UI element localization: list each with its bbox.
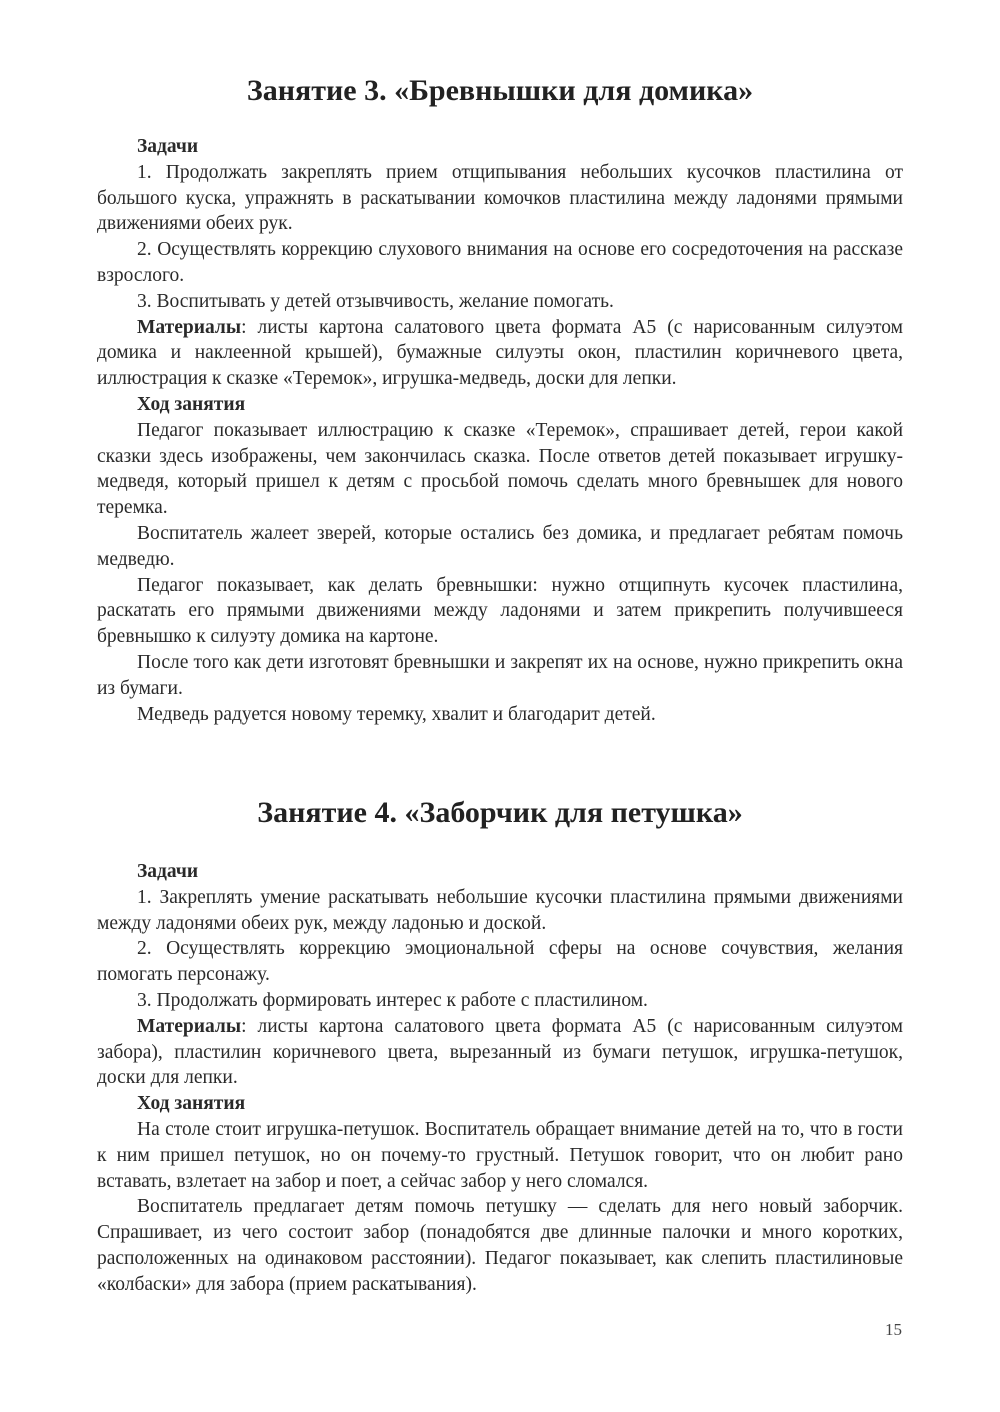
lesson4-tasks-heading: Задачи — [137, 861, 199, 882]
lesson3-tasks-heading: Задачи — [137, 136, 199, 157]
lesson3-title: Занятие 3. «Бревнышки для домика» — [246, 74, 754, 107]
lesson4-task-1: 1. Закреплять умение раскатывать небольшие кусочки пластилина прямыми движениями между ладонями обеих рук, между ладонью и доской. — [97, 886, 903, 934]
lesson3-paragraph-3: Педагог показывает, как делать бревнышки: нужно отщипнуть кусочек пластилина, раскатать его прямыми движениями между ладонями и затем прикрепить получившееся бревнышко к силуэту домика на картоне. — [97, 574, 903, 648]
lesson4-title: Занятие 4. «Заборчик для петушка» — [257, 796, 743, 829]
lesson4-materials-text: : листы картона салатового цвета формата А5 (с нарисованным силуэтом забора), пластилин коричневого цвета, вырезанный из бумаги петушок, игрушка-петушок, доски для лепки. — [97, 1015, 903, 1089]
lesson3-paragraph-4: После того как дети изготовят бревнышки и закрепят их на основе, нужно прикрепить окна из бумаги. — [97, 651, 903, 699]
page-number: 15 — [885, 1320, 902, 1339]
lesson3-task-1: 1. Продолжать закреплять прием отщипывания небольших кусочков пластилина от большого куска, упражнять в раскатывании комочков пластилина между ладонями прямыми движениями обеих рук. — [97, 161, 903, 235]
lesson3-task-3: 3. Воспитывать у детей отзывчивость, желание помогать. — [137, 290, 614, 312]
lesson3-body — [97, 134, 903, 727]
lesson4-paragraph-1: На столе стоит игрушка-петушок. Воспитатель обращает внимание детей на то, что в гости к ним пришел петушок, но он почему-то грустный. Петушок говорит, что он любит рано вставать, взлетает на забор и поет, а сейчас забор у него сломался. — [97, 1118, 903, 1192]
lesson4-process-heading: Ход занятия — [137, 1093, 246, 1115]
lesson3-materials-label: Материалы — [137, 316, 242, 338]
lesson3-paragraph-1: Педагог показывает иллюстрацию к сказке «Теремок», спрашивает детей, герои какой сказки здесь изображены, чем закончилась сказка. После ответов детей показывает игрушку-медведя, который пришел к детям с просьбой помочь сделать много бревнышек для нового теремка. — [97, 419, 903, 519]
lesson3-paragraph-5: Медведь радуется новому теремку, хвалит и благодарит детей. — [137, 703, 656, 725]
lesson4-body — [97, 859, 903, 1298]
lesson3-process-heading: Ход занятия — [137, 393, 246, 415]
lesson3-materials — [97, 315, 903, 392]
lesson3-materials-text: : листы картона салатового цвета формата А5 (с нарисованным силуэтом домика и наклеенной крышей), бумажные силуэты окон, пластилин коричневого цвета, иллюстрация к сказке «Теремок», игрушка-медведь, доски для лепки. — [97, 316, 903, 390]
lesson4-materials-label: Материалы — [137, 1015, 242, 1037]
lesson3-paragraph-2: Воспитатель жалеет зверей, которые остались без домика, и предлагает ребятам помочь медведю. — [97, 522, 903, 570]
lesson4-task-2: 2. Осуществлять коррекцию эмоциональной сферы на основе сочувствия, желания помогать персонажу. — [97, 938, 903, 986]
lesson4-paragraph-2: Воспитатель предлагает детям помочь петушку — сделать для него новый заборчик. Спрашивает, из чего состоит забор (понадобятся две длинные палочки и много коротких, расположенных на одинаковом расстоянии). Педагог показывает, как слепить пластилиновые «колбаски» для забора (прием раскатывания). — [97, 1196, 903, 1295]
lesson3-task-2: 2. Осуществлять коррекцию слухового внимания на основе его сосредоточения на рассказе взрослого. — [97, 239, 903, 286]
lesson4-materials — [97, 1014, 903, 1091]
lesson4-task-3: 3. Продолжать формировать интерес к работе с пластилином. — [137, 989, 648, 1011]
